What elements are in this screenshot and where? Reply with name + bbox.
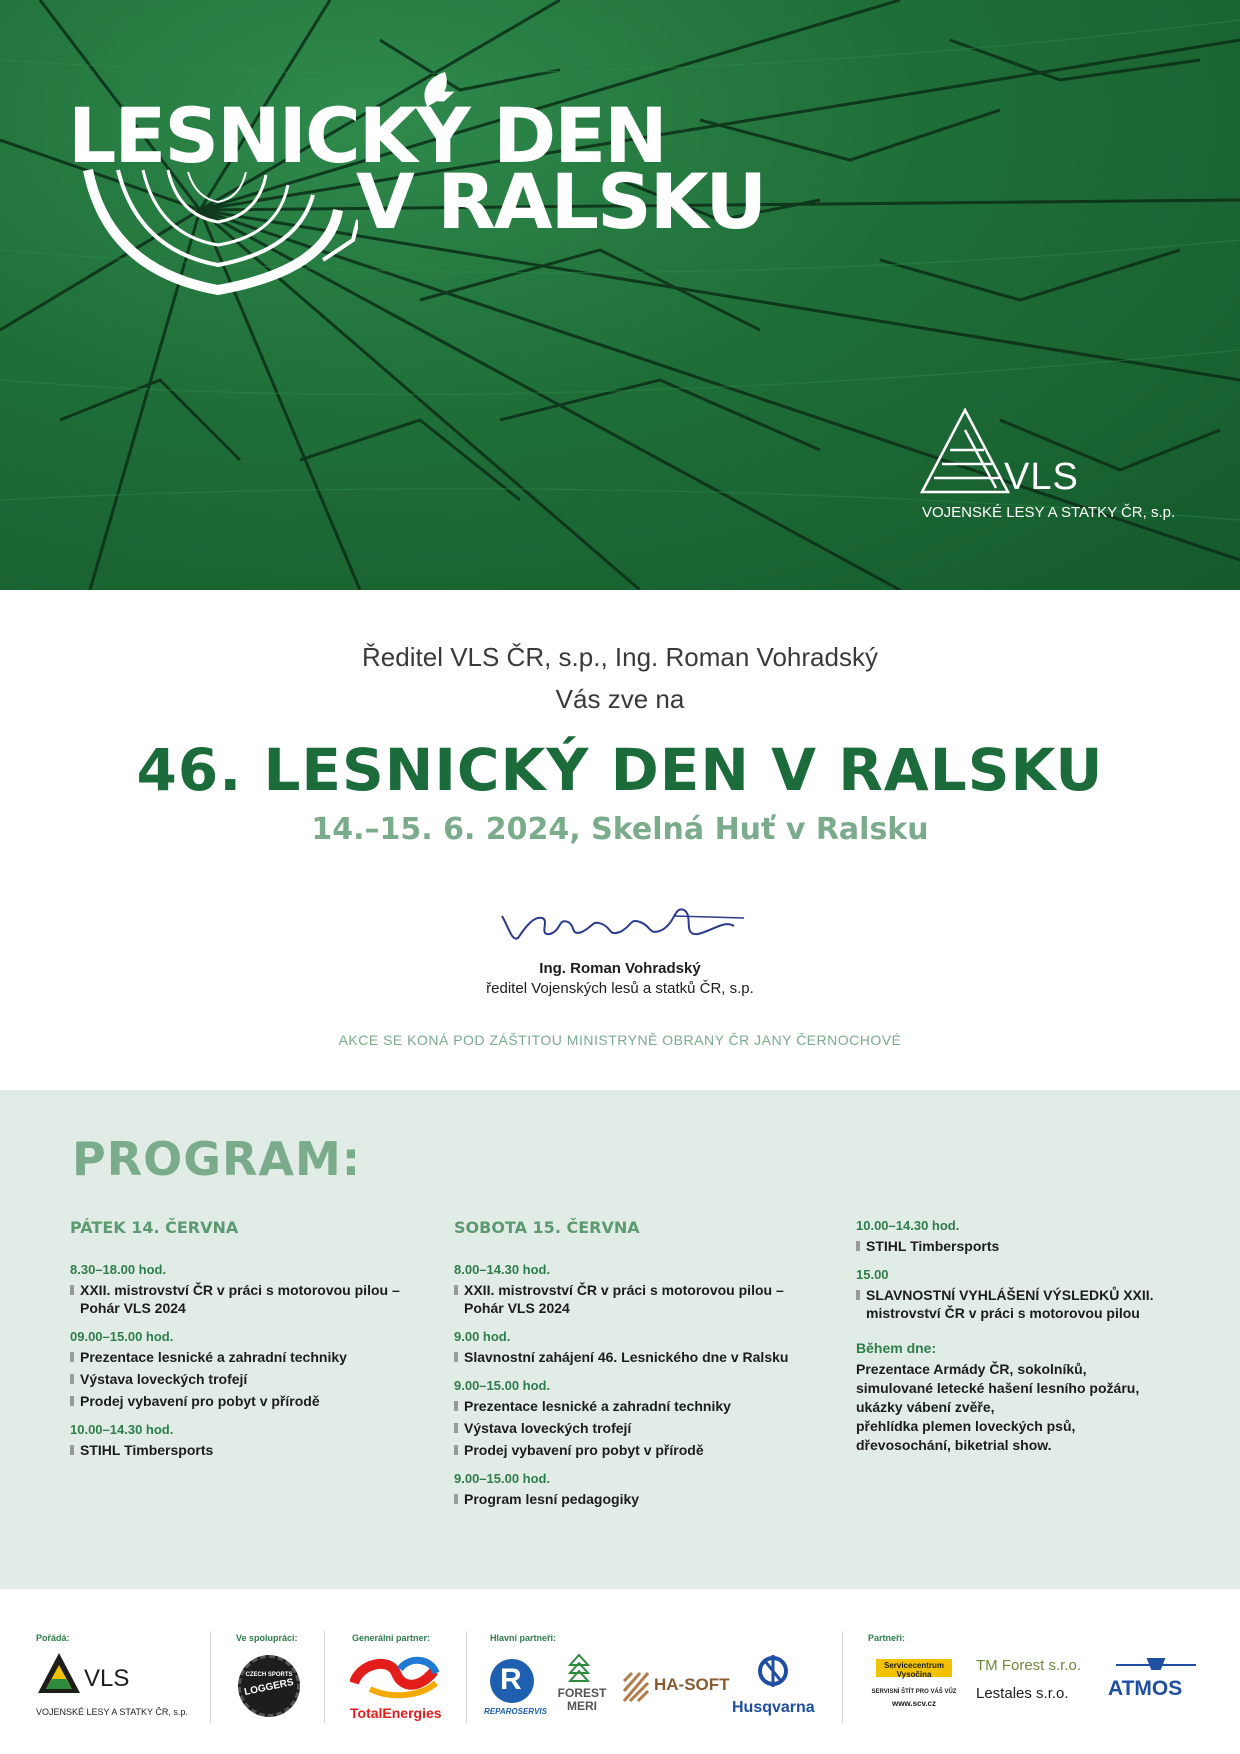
totalenergies-logo-icon — [350, 1653, 442, 1703]
program-item: STIHL Timbersports — [70, 1441, 400, 1459]
hero-title-line1: LESNICKÝ DEN — [68, 91, 666, 180]
program-time: 9.00–15.00 hod. — [454, 1378, 551, 1393]
main-partners-label: Hlavní partneři: — [490, 1633, 557, 1643]
vls-triangle-icon — [920, 408, 1010, 494]
totalenergies-logo-text: TotalEnergies — [350, 1705, 442, 1721]
invitation-line2: Vás zve na — [555, 684, 685, 714]
servis-url: www.scv.cz — [891, 1699, 937, 1708]
organizer-subtitle: VOJENSKÉ LESY A STATKY ČR, s.p. — [36, 1707, 188, 1717]
program-item: Výstava loveckých trofejí — [454, 1419, 794, 1437]
program-item: Program lesní pedagogiky — [454, 1490, 794, 1508]
program-time: 8.00–14.30 hod. — [454, 1262, 551, 1277]
partners-footer — [0, 1589, 1240, 1754]
reparoservis-logo-icon: R — [490, 1659, 534, 1703]
program-item: XXII. mistrovství ČR v práci s motorovou pilou – Pohár VLS 2024 — [70, 1281, 400, 1317]
signer-name: Ing. Roman Vohradský — [539, 960, 701, 977]
event-title: 46. LESNICKÝ DEN V RALSKU — [136, 736, 1104, 804]
during-day-heading: Během dne: — [856, 1340, 937, 1356]
signer-role: ředitel Vojenských lesů a statků ČR, s.p. — [486, 980, 754, 997]
forest-meri-tree-icon — [568, 1653, 590, 1685]
divider — [842, 1631, 843, 1723]
program-block — [856, 1267, 1186, 1322]
during-day-line: dřevosochání, biketrial show. — [856, 1437, 1052, 1453]
atmos-plane-icon — [1112, 1657, 1200, 1671]
divider — [324, 1631, 325, 1723]
program-block — [70, 1262, 400, 1317]
friday-column — [70, 1218, 400, 1471]
vls-logo-hero — [920, 408, 1180, 528]
tm-forest-logo-text: TM Forest s.r.o. — [976, 1657, 1082, 1674]
organizer-logo: VLS — [84, 1665, 130, 1692]
invitation-line1: Ředitel VLS ČR, s.p., Ing. Roman Vohradský — [362, 642, 878, 672]
ha-soft-wood-icon — [622, 1669, 650, 1703]
saturday-heading: SOBOTA 15. ČERVNA — [454, 1218, 640, 1237]
divider — [210, 1631, 211, 1723]
program-item: Prezentace lesnické a zahradní techniky — [70, 1348, 400, 1366]
program-time: 09.00–15.00 hod. — [70, 1329, 174, 1344]
hero-banner — [0, 0, 1240, 590]
program-time: 10.00–14.30 hod. — [70, 1422, 174, 1437]
program-block — [454, 1471, 794, 1508]
reparoservis-logo-text: REPAROSERVIS — [484, 1707, 547, 1716]
program-block — [856, 1218, 1186, 1255]
during-day-line: přehlídka plemen loveckých psů, — [856, 1418, 1076, 1434]
tree-rings-icon — [68, 150, 358, 300]
organizer-label: Pořádá: — [36, 1633, 70, 1643]
vls-logo-text: VLS — [1004, 456, 1079, 498]
cooperation-label: Ve spolupráci: — [236, 1633, 298, 1643]
vls-logo-subtitle: VOJENSKÉ LESY A STATKY ČR, s.p. — [922, 504, 1176, 521]
program-block — [70, 1329, 400, 1410]
program-block — [70, 1422, 400, 1459]
program-time: 15.00 — [856, 1267, 889, 1282]
husqvarna-logo-text: Husqvarna — [732, 1699, 815, 1716]
during-day-line: simulované letecké hašení lesního požáru, — [856, 1380, 1140, 1396]
loggers-badge — [238, 1655, 300, 1717]
program-block — [454, 1262, 794, 1317]
program-item: Prodej vybavení pro pobyt v přírodě — [70, 1392, 400, 1410]
servis-logo-text: Servicecentrum Vysočina — [883, 1661, 945, 1679]
during-day-line: Prezentace Armády ČR, sokolníků, — [856, 1361, 1087, 1377]
during-day-line: ukázky vábení zvěře, — [856, 1399, 995, 1415]
loggers-top-text: CZECH SPORTS — [245, 1672, 293, 1678]
partners-label: Partneři: — [868, 1633, 906, 1643]
general-partner-label: Generální partner: — [352, 1633, 431, 1643]
program-item: XXII. mistrovství ČR v práci s motorovou pilou – Pohár VLS 2024 — [454, 1281, 794, 1317]
program-time: 9.00 hod. — [454, 1329, 511, 1344]
hero-title-line2: V RALSKU — [356, 157, 766, 246]
program-item: SLAVNOSTNÍ VYHLÁŠENÍ VÝSLEDKŮ XXII. mistrovství ČR v práci s motorovou pilou — [856, 1286, 1186, 1322]
event-date: 14.–15. 6. 2024, Skelná Huť v Ralsku — [311, 812, 929, 847]
forest-meri-logo-text: FOREST MERI — [557, 1686, 607, 1713]
loggers-logo-text: LOGGERS — [243, 1676, 295, 1699]
program-title: PROGRAM: — [72, 1132, 362, 1186]
patronage-note: AKCE SE KONÁ POD ZÁŠTITOU MINISTRYNĚ OBRANY ČR JANY ČERNOCHOVÉ — [338, 1032, 902, 1048]
atmos-logo-text: ATMOS — [1108, 1677, 1183, 1700]
husqvarna-crown-icon — [756, 1651, 790, 1689]
program-item: Prodej vybavení pro pobyt v přírodě — [454, 1441, 794, 1459]
ha-soft-logo-text: HA-SOFT — [654, 1675, 730, 1694]
program-block — [454, 1378, 794, 1459]
invitation-section — [0, 590, 1240, 1090]
program-time: 8.30–18.00 hod. — [70, 1262, 167, 1277]
saturday-continued-column — [856, 1218, 1186, 1455]
servis-subtitle: SERVISNÍ ŠTÍT PRO VÁŠ VŮZ — [871, 1689, 957, 1695]
saturday-column — [454, 1218, 794, 1520]
vls-triangle-icon — [36, 1651, 82, 1695]
handwritten-signature — [498, 896, 748, 956]
program-item: Výstava loveckých trofejí — [70, 1370, 400, 1388]
divider — [466, 1631, 467, 1723]
program-item: Prezentace lesnické a zahradní techniky — [454, 1397, 794, 1415]
program-time: 9.00–15.00 hod. — [454, 1471, 551, 1486]
program-block — [454, 1329, 794, 1366]
lestales-logo-text: Lestales s.r.o. — [976, 1685, 1069, 1702]
friday-heading: PÁTEK 14. ČERVNA — [70, 1218, 239, 1237]
program-time: 10.00–14.30 hod. — [856, 1218, 960, 1233]
program-section — [0, 1090, 1240, 1589]
program-item: Slavnostní zahájení 46. Lesnického dne v Ralsku — [454, 1348, 794, 1366]
program-item: STIHL Timbersports — [856, 1237, 1186, 1255]
